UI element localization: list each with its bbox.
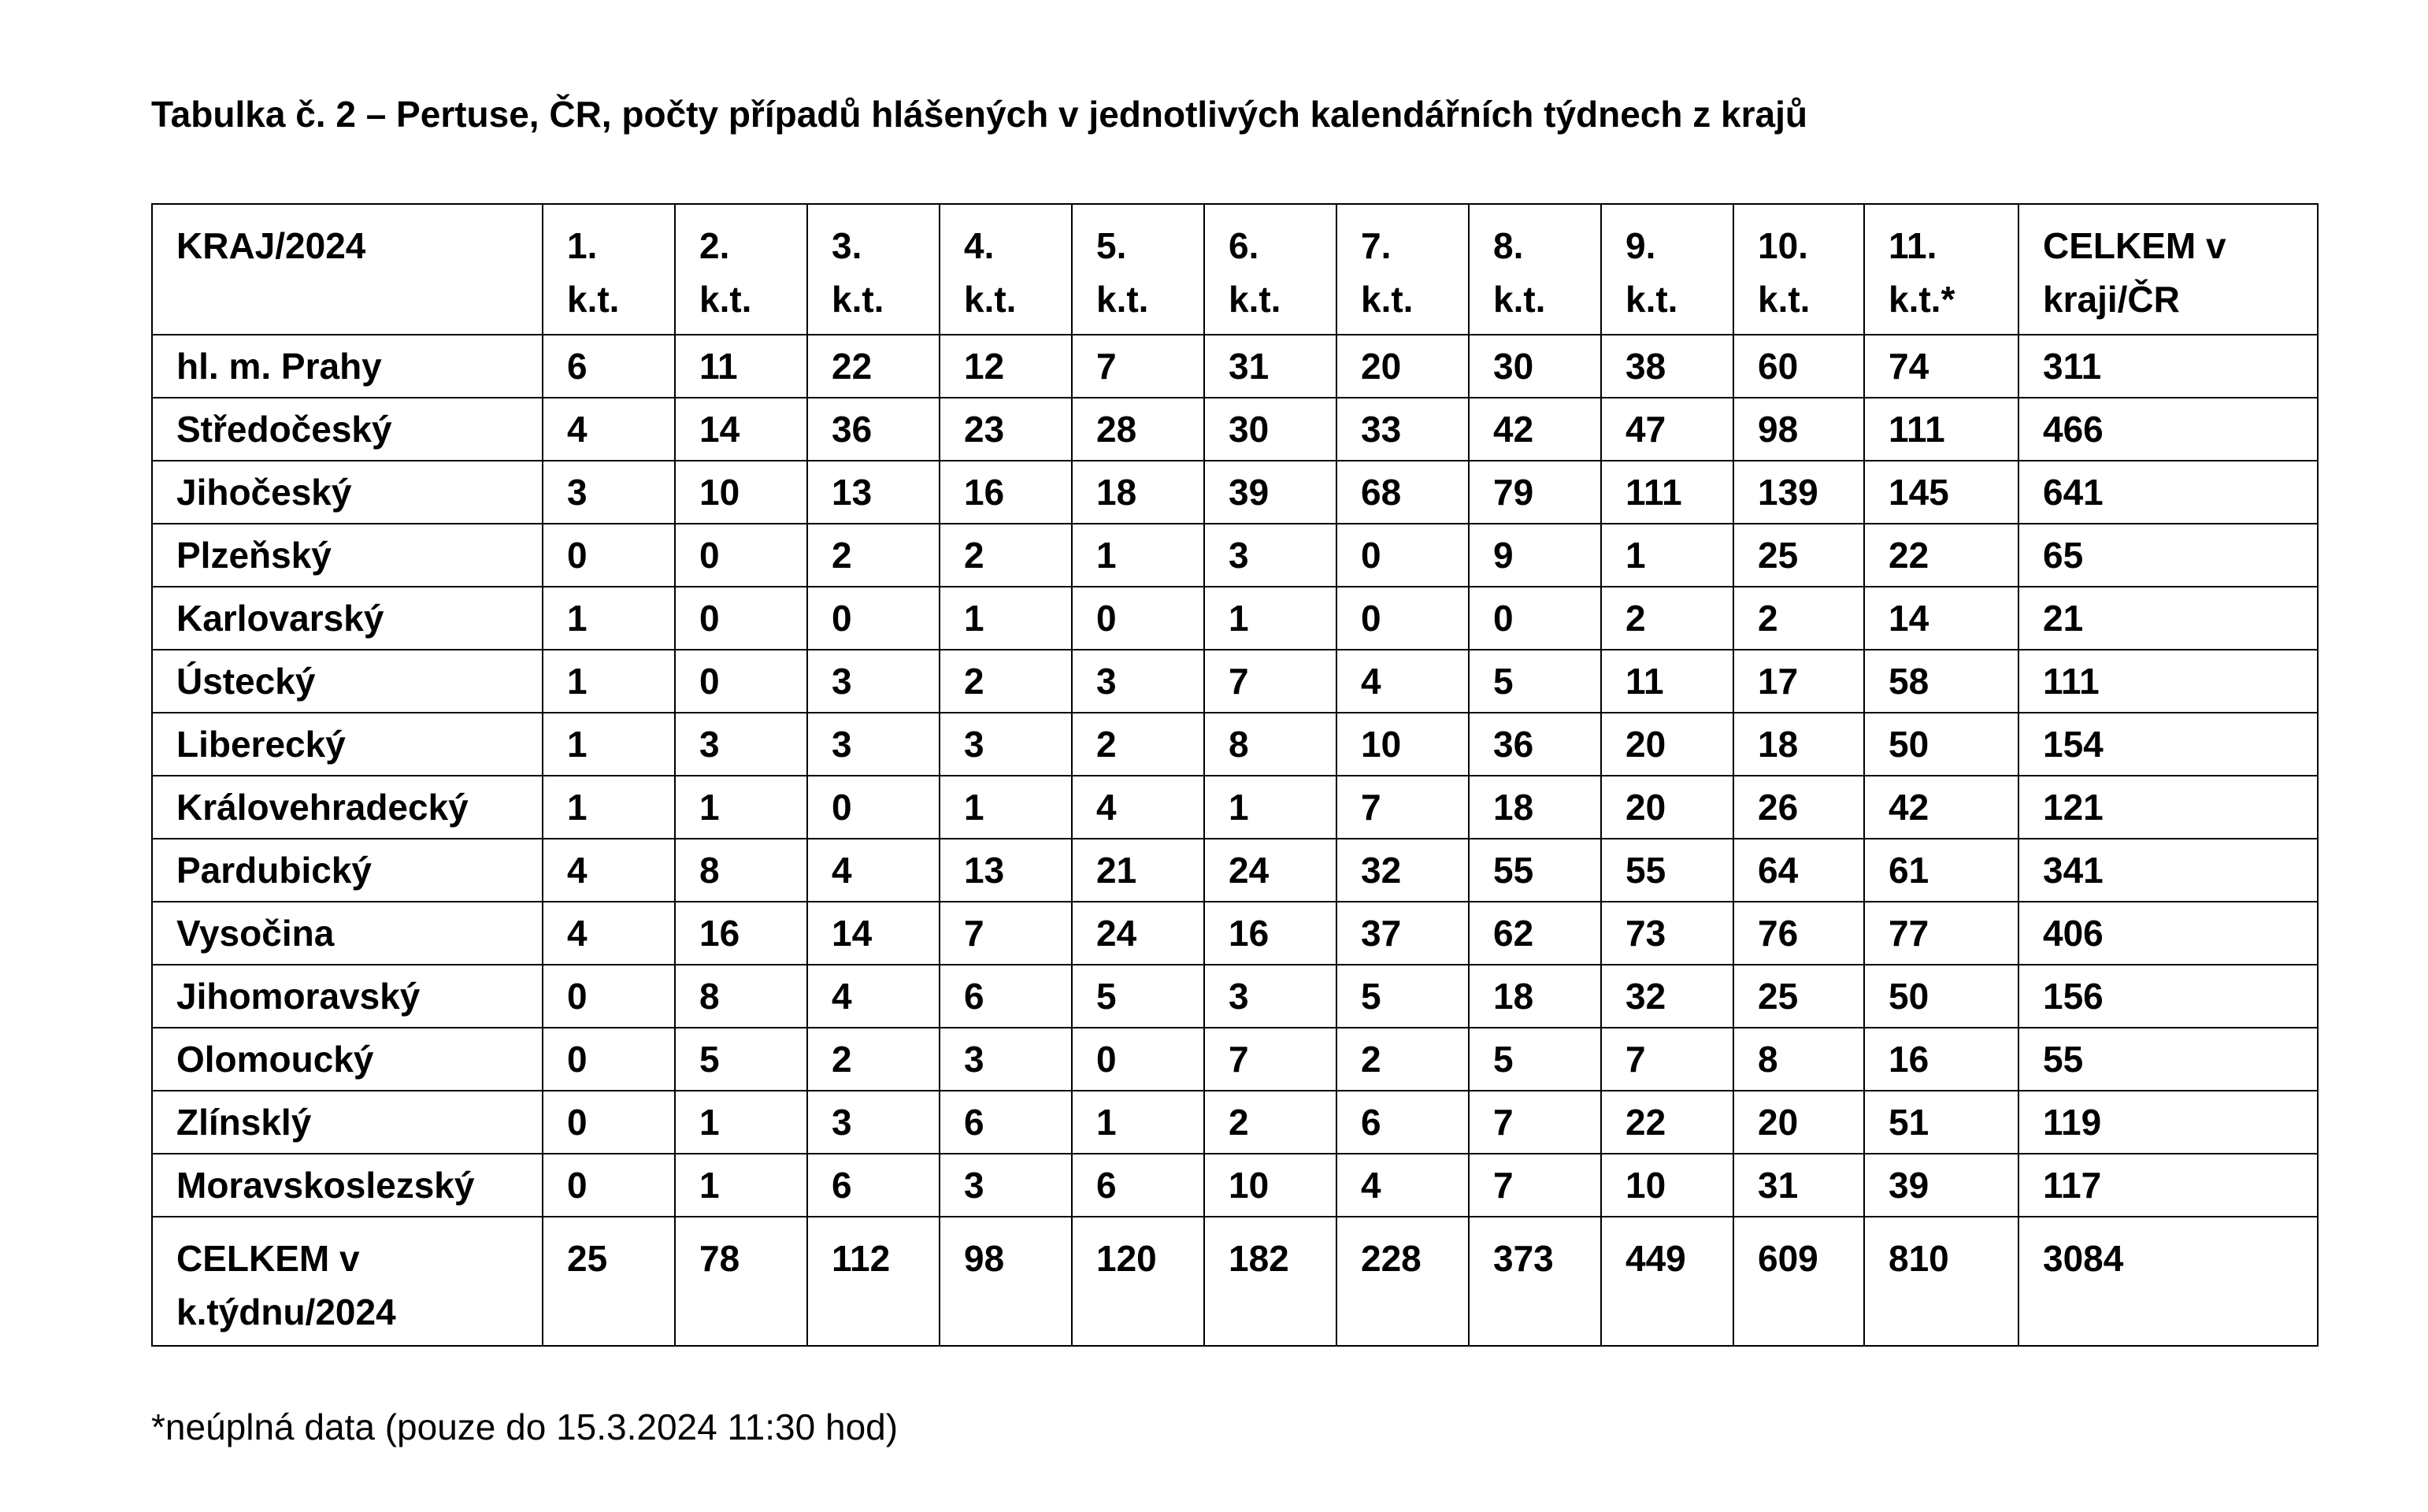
header-cell (1072, 204, 1204, 335)
header-cell-line-1: 8. (1493, 225, 1524, 266)
case-count-cell: 4 (1336, 650, 1469, 713)
header-cell-region (152, 204, 543, 335)
total-row (152, 1217, 2318, 1346)
case-count-cell: 7 (1204, 1028, 1336, 1091)
case-count-cell: 0 (1469, 587, 1601, 650)
total-count-cell-line-1: 120 (1096, 1238, 1157, 1279)
case-count-cell: 8 (1733, 1028, 1864, 1091)
case-count-cell: 20 (1601, 713, 1733, 776)
total-count-cell-line-1: 25 (567, 1238, 608, 1279)
header-cell-region-line-1: KRAJ/2024 (176, 225, 366, 266)
case-count-cell: 65 (2018, 524, 2318, 587)
total-count-cell-line-1: 810 (1889, 1238, 1949, 1279)
total-label-cell (152, 1217, 543, 1346)
case-count-cell: 0 (1072, 587, 1204, 650)
case-count-cell: 3 (807, 713, 940, 776)
case-count-cell: 3 (1204, 965, 1336, 1028)
region-name-cell: Moravskoslezský (152, 1154, 543, 1217)
case-count-cell: 6 (1336, 1091, 1469, 1154)
region-name-cell: Zlínsklý (152, 1091, 543, 1154)
table-row (152, 398, 2318, 461)
case-count-cell: 2 (807, 1028, 940, 1091)
total-count-cell-line-1: 78 (699, 1238, 740, 1279)
case-count-cell: 39 (1864, 1154, 2018, 1217)
region-name-cell: Ústecký (152, 650, 543, 713)
case-count-cell: 3 (940, 1154, 1072, 1217)
header-cell (1204, 204, 1336, 335)
region-name-cell: Vysočina (152, 902, 543, 965)
table-row (152, 902, 2318, 965)
header-cell-line-2: k.t. (1096, 279, 1149, 320)
case-count-cell: 1 (543, 587, 675, 650)
header-cell-line-2: k.t. (1758, 279, 1811, 320)
total-count-cell (940, 1217, 1072, 1346)
case-count-cell: 6 (940, 965, 1072, 1028)
case-count-cell: 1 (543, 776, 675, 839)
case-count-cell: 3 (675, 713, 807, 776)
case-count-cell: 12 (940, 335, 1072, 398)
case-count-cell: 1 (675, 1091, 807, 1154)
case-count-cell: 7 (940, 902, 1072, 965)
case-count-cell: 26 (1733, 776, 1864, 839)
case-count-cell: 24 (1204, 839, 1336, 902)
case-count-cell: 36 (807, 398, 940, 461)
case-count-cell: 2 (1601, 587, 1733, 650)
case-count-cell: 0 (1072, 1028, 1204, 1091)
case-count-cell: 8 (1204, 713, 1336, 776)
case-count-cell: 55 (1601, 839, 1733, 902)
table-row (152, 524, 2318, 587)
case-count-cell: 117 (2018, 1154, 2318, 1217)
case-count-cell: 4 (1336, 1154, 1469, 1217)
case-count-cell: 1 (940, 587, 1072, 650)
case-count-cell: 18 (1072, 461, 1204, 524)
case-count-cell: 6 (940, 1091, 1072, 1154)
header-cell (1733, 204, 1864, 335)
case-count-cell: 61 (1864, 839, 2018, 902)
case-count-cell: 0 (543, 1154, 675, 1217)
total-count-cell-line-1: 3084 (2043, 1238, 2124, 1279)
total-count-cell (1469, 1217, 1601, 1346)
header-cell (1864, 204, 2018, 335)
case-count-cell: 1 (1601, 524, 1733, 587)
header-cell (807, 204, 940, 335)
case-count-cell: 42 (1469, 398, 1601, 461)
case-count-cell: 23 (940, 398, 1072, 461)
case-count-cell: 30 (1469, 335, 1601, 398)
case-count-cell: 51 (1864, 1091, 2018, 1154)
case-count-cell: 18 (1469, 965, 1601, 1028)
case-count-cell: 5 (675, 1028, 807, 1091)
region-name-cell: Plzeňský (152, 524, 543, 587)
case-count-cell: 121 (2018, 776, 2318, 839)
case-count-cell: 21 (2018, 587, 2318, 650)
header-cell-line-1: 1. (567, 225, 598, 266)
table-row (152, 1154, 2318, 1217)
table-row (152, 1028, 2318, 1091)
case-count-cell: 98 (1733, 398, 1864, 461)
case-count-cell: 7 (1072, 335, 1204, 398)
case-count-cell: 1 (543, 650, 675, 713)
header-cell (1469, 204, 1601, 335)
case-count-cell: 6 (807, 1154, 940, 1217)
table-row (152, 965, 2318, 1028)
header-cell-line-1: 2. (699, 225, 730, 266)
case-count-cell: 4 (1072, 776, 1204, 839)
case-count-cell: 55 (1469, 839, 1601, 902)
header-cell-line-2: k.t. (1229, 279, 1281, 320)
header-cell-line-2: k.t.* (1889, 279, 1955, 320)
total-count-cell (1864, 1217, 2018, 1346)
case-count-cell: 20 (1733, 1091, 1864, 1154)
case-count-cell: 5 (1072, 965, 1204, 1028)
region-name-cell: hl. m. Prahy (152, 335, 543, 398)
case-count-cell: 14 (807, 902, 940, 965)
total-count-cell-line-1: 112 (832, 1238, 891, 1279)
total-count-cell-line-1: 609 (1758, 1238, 1818, 1279)
case-count-cell: 1 (675, 1154, 807, 1217)
region-name-cell: Jihomoravský (152, 965, 543, 1028)
table-caption: Tabulka č. 2 – Pertuse, ČR, počty případů hlášených v jednotlivých kalendářních týdnech z krajů (151, 94, 1807, 135)
case-count-cell: 39 (1204, 461, 1336, 524)
total-count-cell (1072, 1217, 1204, 1346)
case-count-cell: 341 (2018, 839, 2318, 902)
footnote: *neúplná data (pouze do 15.3.2024 11:30 hod) (151, 1406, 899, 1447)
header-row (152, 204, 2318, 335)
case-count-cell: 68 (1336, 461, 1469, 524)
region-name-cell: Pardubický (152, 839, 543, 902)
case-count-cell: 5 (1336, 965, 1469, 1028)
header-cell-line-1: 9. (1625, 225, 1656, 266)
case-count-cell: 3 (807, 650, 940, 713)
region-name-cell: Královehradecký (152, 776, 543, 839)
region-name-cell: Karlovarský (152, 587, 543, 650)
case-count-cell: 47 (1601, 398, 1733, 461)
total-count-cell (543, 1217, 675, 1346)
case-count-cell: 79 (1469, 461, 1601, 524)
case-count-cell: 73 (1601, 902, 1733, 965)
case-count-cell: 0 (1336, 524, 1469, 587)
case-count-cell: 4 (543, 398, 675, 461)
case-count-cell: 11 (1601, 650, 1733, 713)
case-count-cell: 33 (1336, 398, 1469, 461)
case-count-cell: 5 (1469, 650, 1601, 713)
case-count-cell: 0 (807, 587, 940, 650)
case-count-cell: 30 (1204, 398, 1336, 461)
case-count-cell: 7 (1601, 1028, 1733, 1091)
case-count-cell: 4 (807, 839, 940, 902)
case-count-cell: 7 (1204, 650, 1336, 713)
header-cell-line-1: 4. (964, 225, 995, 266)
case-count-cell: 406 (2018, 902, 2318, 965)
case-count-cell: 1 (1072, 1091, 1204, 1154)
case-count-cell: 4 (543, 902, 675, 965)
case-count-cell: 14 (1864, 587, 2018, 650)
case-count-cell: 10 (1336, 713, 1469, 776)
case-count-cell: 8 (675, 965, 807, 1028)
case-count-cell: 2 (940, 524, 1072, 587)
case-count-cell: 31 (1733, 1154, 1864, 1217)
case-count-cell: 28 (1072, 398, 1204, 461)
header-cell (2018, 204, 2318, 335)
total-count-cell-line-1: 228 (1361, 1238, 1422, 1279)
table-row (152, 335, 2318, 398)
case-count-cell: 3 (543, 461, 675, 524)
case-count-cell: 311 (2018, 335, 2318, 398)
case-count-cell: 7 (1469, 1154, 1601, 1217)
header-cell-line-2: kraji/ČR (2043, 279, 2180, 320)
case-count-cell: 22 (807, 335, 940, 398)
case-count-cell: 2 (1072, 713, 1204, 776)
case-count-cell: 38 (1601, 335, 1733, 398)
total-count-cell (1336, 1217, 1469, 1346)
header-cell (1336, 204, 1469, 335)
case-count-cell: 14 (675, 398, 807, 461)
region-name-cell: Jihočeský (152, 461, 543, 524)
total-count-cell-line-1: 182 (1229, 1238, 1289, 1279)
region-name-cell: Středočeský (152, 398, 543, 461)
header-cell-line-1: 10. (1758, 225, 1808, 266)
case-count-cell: 154 (2018, 713, 2318, 776)
header-cell-line-1: 7. (1361, 225, 1392, 266)
case-count-cell: 1 (543, 713, 675, 776)
total-count-cell-line-1: 449 (1625, 1238, 1686, 1279)
case-count-cell: 16 (1204, 902, 1336, 965)
case-count-cell: 3 (1072, 650, 1204, 713)
case-count-cell: 7 (1469, 1091, 1601, 1154)
case-count-cell: 2 (940, 650, 1072, 713)
table-row (152, 650, 2318, 713)
case-count-cell: 1 (1204, 587, 1336, 650)
case-count-cell: 0 (543, 1091, 675, 1154)
case-count-cell: 58 (1864, 650, 2018, 713)
case-count-cell: 32 (1601, 965, 1733, 1028)
case-count-cell: 0 (675, 524, 807, 587)
case-count-cell: 20 (1336, 335, 1469, 398)
case-count-cell: 3 (940, 1028, 1072, 1091)
case-count-cell: 50 (1864, 713, 2018, 776)
case-count-cell: 4 (543, 839, 675, 902)
case-count-cell: 9 (1469, 524, 1601, 587)
case-count-cell: 8 (675, 839, 807, 902)
case-count-cell: 0 (807, 776, 940, 839)
case-count-cell: 16 (1864, 1028, 2018, 1091)
case-count-cell: 42 (1864, 776, 2018, 839)
header-cell-line-2: k.t. (964, 279, 1017, 320)
header-cell-line-2: k.t. (699, 279, 752, 320)
case-count-cell: 7 (1336, 776, 1469, 839)
case-count-cell: 37 (1336, 902, 1469, 965)
case-count-cell: 16 (940, 461, 1072, 524)
header-cell-line-1: CELKEM v (2043, 225, 2226, 266)
case-count-cell: 0 (543, 1028, 675, 1091)
case-count-cell: 111 (2018, 650, 2318, 713)
case-count-cell: 10 (675, 461, 807, 524)
case-count-cell: 466 (2018, 398, 2318, 461)
total-count-cell (1204, 1217, 1336, 1346)
total-count-cell (1733, 1217, 1864, 1346)
header-cell-line-1: 11. (1889, 225, 1937, 266)
table-row (152, 839, 2318, 902)
case-count-cell: 2 (807, 524, 940, 587)
case-count-cell: 6 (1072, 1154, 1204, 1217)
case-count-cell: 31 (1204, 335, 1336, 398)
case-count-cell: 22 (1601, 1091, 1733, 1154)
total-count-cell-line-1: 98 (964, 1238, 1005, 1279)
case-count-cell: 156 (2018, 965, 2318, 1028)
case-count-cell: 641 (2018, 461, 2318, 524)
case-count-cell: 32 (1336, 839, 1469, 902)
header-cell (940, 204, 1072, 335)
case-count-cell: 13 (807, 461, 940, 524)
case-count-cell: 0 (543, 965, 675, 1028)
case-count-cell: 55 (2018, 1028, 2318, 1091)
pertussis-cases-table (151, 203, 2319, 1347)
total-count-cell (2018, 1217, 2318, 1346)
case-count-cell: 25 (1733, 965, 1864, 1028)
header-cell-line-1: 5. (1096, 225, 1127, 266)
case-count-cell: 77 (1864, 902, 2018, 965)
case-count-cell: 2 (1204, 1091, 1336, 1154)
case-count-cell: 4 (807, 965, 940, 1028)
case-count-cell: 20 (1601, 776, 1733, 839)
case-count-cell: 64 (1733, 839, 1864, 902)
total-count-cell (675, 1217, 807, 1346)
case-count-cell: 3 (1204, 524, 1336, 587)
header-cell-line-2: k.t. (567, 279, 620, 320)
case-count-cell: 60 (1733, 335, 1864, 398)
case-count-cell: 0 (1336, 587, 1469, 650)
case-count-cell: 17 (1733, 650, 1864, 713)
case-count-cell: 16 (675, 902, 807, 965)
header-cell-line-2: k.t. (1625, 279, 1678, 320)
case-count-cell: 6 (543, 335, 675, 398)
table-row (152, 713, 2318, 776)
table-row (152, 461, 2318, 524)
case-count-cell: 1 (1204, 776, 1336, 839)
case-count-cell: 111 (1601, 461, 1733, 524)
region-name-cell: Olomoucký (152, 1028, 543, 1091)
case-count-cell: 139 (1733, 461, 1864, 524)
header-cell-line-2: k.t. (1493, 279, 1546, 320)
case-count-cell: 145 (1864, 461, 2018, 524)
case-count-cell: 36 (1469, 713, 1601, 776)
case-count-cell: 2 (1733, 587, 1864, 650)
case-count-cell: 10 (1601, 1154, 1733, 1217)
header-cell-line-1: 3. (832, 225, 862, 266)
case-count-cell: 0 (675, 650, 807, 713)
case-count-cell: 18 (1469, 776, 1601, 839)
header-cell (1601, 204, 1733, 335)
case-count-cell: 0 (543, 524, 675, 587)
total-label-cell-line-2: k.týdnu/2024 (176, 1292, 396, 1332)
case-count-cell: 50 (1864, 965, 2018, 1028)
total-count-cell-line-1: 373 (1493, 1238, 1554, 1279)
case-count-cell: 62 (1469, 902, 1601, 965)
table-row (152, 587, 2318, 650)
case-count-cell: 24 (1072, 902, 1204, 965)
case-count-cell: 1 (675, 776, 807, 839)
case-count-cell: 11 (675, 335, 807, 398)
case-count-cell: 21 (1072, 839, 1204, 902)
case-count-cell: 1 (940, 776, 1072, 839)
case-count-cell: 111 (1864, 398, 2018, 461)
case-count-cell: 0 (675, 587, 807, 650)
case-count-cell: 76 (1733, 902, 1864, 965)
header-cell (675, 204, 807, 335)
header-cell-line-2: k.t. (1361, 279, 1414, 320)
header-cell-line-2: k.t. (832, 279, 884, 320)
case-count-cell: 74 (1864, 335, 2018, 398)
case-count-cell: 3 (807, 1091, 940, 1154)
region-name-cell: Liberecký (152, 713, 543, 776)
case-count-cell: 3 (940, 713, 1072, 776)
case-count-cell: 2 (1336, 1028, 1469, 1091)
case-count-cell: 119 (2018, 1091, 2318, 1154)
total-label-cell-line-1: CELKEM v (176, 1238, 360, 1279)
case-count-cell: 1 (1072, 524, 1204, 587)
total-count-cell (807, 1217, 940, 1346)
case-count-cell: 18 (1733, 713, 1864, 776)
case-count-cell: 22 (1864, 524, 2018, 587)
total-count-cell (1601, 1217, 1733, 1346)
table-row (152, 776, 2318, 839)
case-count-cell: 5 (1469, 1028, 1601, 1091)
header-cell (543, 204, 675, 335)
case-count-cell: 10 (1204, 1154, 1336, 1217)
table-row (152, 1091, 2318, 1154)
header-cell-line-1: 6. (1229, 225, 1259, 266)
case-count-cell: 13 (940, 839, 1072, 902)
case-count-cell: 25 (1733, 524, 1864, 587)
